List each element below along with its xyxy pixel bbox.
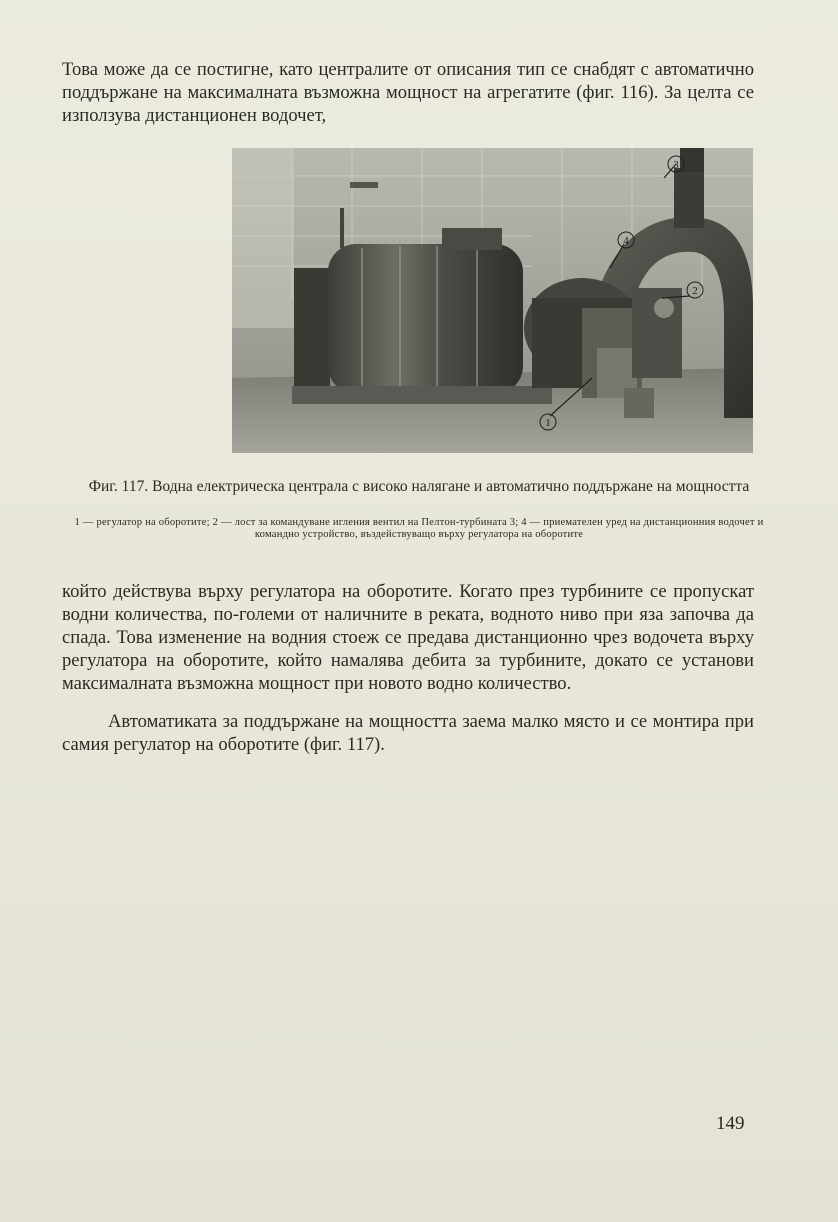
page-number: 149: [716, 1113, 745, 1134]
paragraph-closing: Автоматиката за поддържане на мощността заема малко място и се монтира при самия регулатор на оборотите (фиг. 117).: [62, 711, 754, 755]
marker-2: 2: [692, 285, 698, 297]
marker-4: 4: [623, 235, 629, 247]
paragraph-continuation: който действува върху регулатора на оборотите. Когато през турбините се пропускат водни количества, по-големи от наличните в реката, водното ниво при яза започва да спада. Това изменение на водния стоеж се предава дистанционно чрез водочета върху регулатора на оборотите, който намалява дебита за турбините, докато се установи максималната възможна мощност при новото водно количество.: [62, 581, 754, 694]
marker-1: 1: [545, 417, 551, 429]
marker-3: 3: [673, 159, 679, 171]
figure-117-photo: [232, 148, 753, 453]
figure-caption: Фиг. 117. Водна електрическа централа с високо налягане и автоматично поддържане на мощността: [88, 478, 750, 495]
figure-legend: 1 — регулатор на оборотите; 2 — лост за командуване игления вентил на Пелтон-турбината 3; 4 — приемателен уред на дистанционния водочет и командно устройство, въздействуващо върху регулатора на оборотите: [74, 517, 764, 540]
paragraph-intro: Това може да се постигне, като централите от описания тип се снабдят с автоматично поддържане на максималната възможна мощност на агрегатите (фиг. 116). За целта се използува дистанционен водочет,: [62, 59, 754, 126]
